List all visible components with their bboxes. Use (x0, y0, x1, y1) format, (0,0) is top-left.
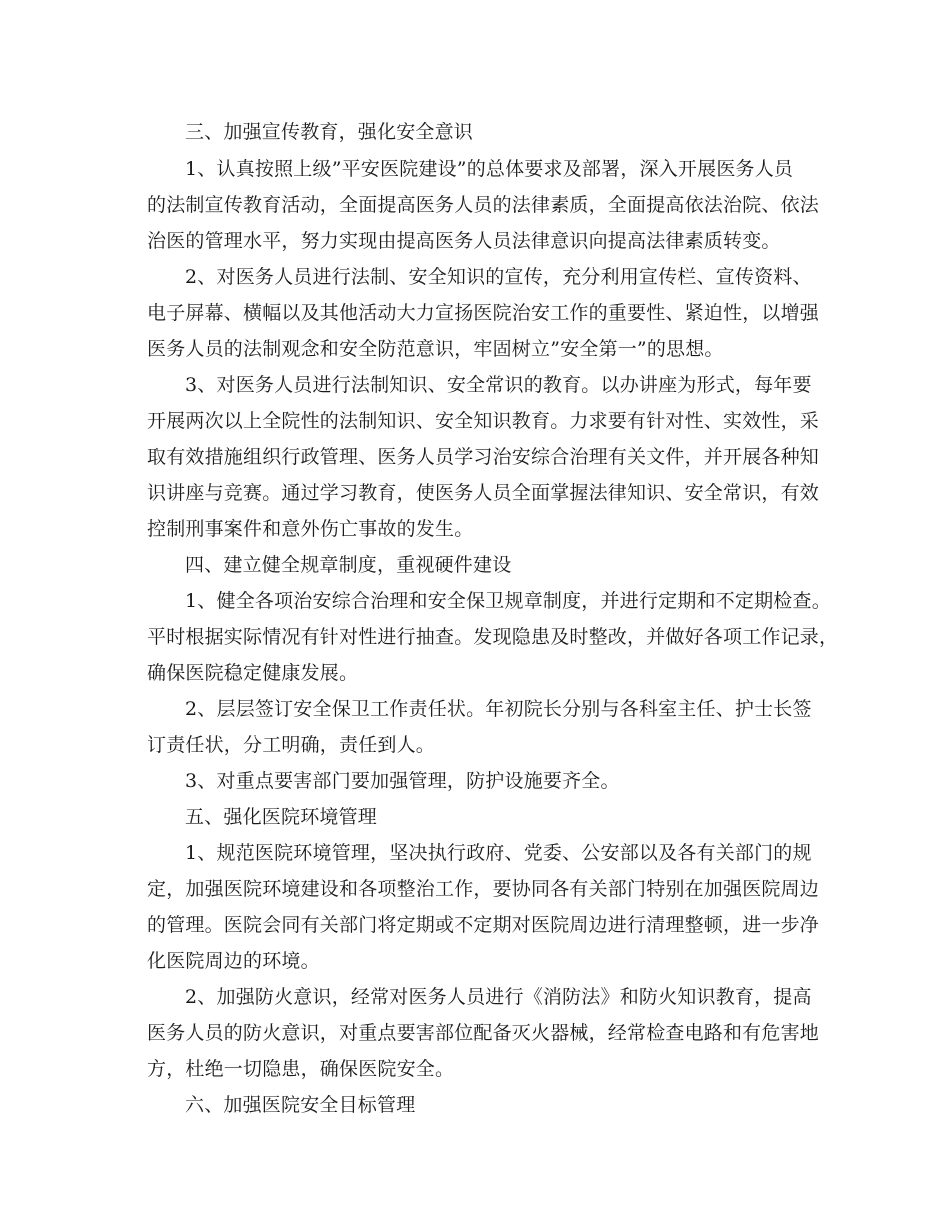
paragraph-line: 平时根据实际情况有针对性进行抽查。发现隐患及时整改，并做好各项工作记录， (147, 626, 839, 648)
paragraph-line: 1、认真按照上级”平安医院建设”的总体要求及部署，深入开展医务人员 (185, 158, 794, 180)
paragraph-line: 确保医院稳定健康发展。 (147, 662, 359, 684)
section-heading-3: 三、加强宣传教育，强化安全意识 (185, 121, 474, 143)
paragraph-line: 开展两次以上全院性的法制知识、安全知识教育。力求要有针对性、实效性，采 (147, 410, 820, 432)
paragraph-line: 2、加强防火意识，经常对医务人员进行《消防法》和防火知识教育，提高 (185, 986, 812, 1008)
paragraph-line: 医务人员的法制观念和安全防范意识，牢固树立”安全第一”的思想。 (147, 338, 724, 360)
paragraph-line: 1、规范医院环境管理，坚决执行政府、党委、公安部以及各有关部门的规 (185, 842, 812, 864)
paragraph-line: 识讲座与竞赛。通过学习教育，使医务人员全面掌握法律知识、安全常识，有效 (147, 482, 820, 504)
paragraph-line: 方，杜绝一切隐患，确保医院安全。 (147, 1058, 455, 1080)
paragraph-line: 定，加强医院环境建设和各项整治工作，要协同各有关部门特别在加强医院周边 (147, 878, 820, 900)
paragraph-line: 取有效措施组织行政管理、医务人员学习治安综合治理有关文件，并开展各种知 (147, 446, 820, 468)
section-heading-6: 六、加强医院安全目标管理 (185, 1094, 416, 1116)
paragraph-line: 订责任状，分工明确，责任到人。 (147, 734, 436, 756)
paragraph-line: 医务人员的防火意识，对重点要害部位配备灭火器械，经常检查电路和有危害地 (147, 1022, 820, 1044)
paragraph-line: 1、健全各项治安综合治理和安全保卫规章制度，并进行定期和不定期检查。 (185, 590, 831, 612)
paragraph-line: 2、对医务人员进行法制、安全知识的宣传，充分利用宣传栏、宣传资料、 (185, 266, 812, 288)
paragraph-line: 化医院周边的环境。 (147, 950, 320, 972)
paragraph-line: 治医的管理水平，努力实现由提高医务人员法律意识向提高法律素质转变。 (147, 230, 781, 252)
paragraph-line: 2、层层签订安全保卫工作责任状。年初院长分别与各科室主任、护士长签 (185, 698, 812, 720)
paragraph-line: 3、对重点要害部门要加强管理，防护设施要齐全。 (185, 770, 620, 792)
paragraph-line: 3、对医务人员进行法制知识、安全常识的教育。以办讲座为形式，每年要 (185, 374, 812, 396)
paragraph-line: 的管理。医院会同有关部门将定期或不定期对医院周边进行清理整顿，进一步净 (147, 914, 820, 936)
paragraph-line: 电子屏幕、横幅以及其他活动大力宣扬医院治安工作的重要性、紧迫性，以增强 (147, 302, 820, 324)
section-heading-5: 五、强化医院环境管理 (185, 806, 378, 828)
paragraph-line: 的法制宣传教育活动，全面提高医务人员的法律素质，全面提高依法治院、依法 (147, 194, 820, 216)
section-heading-4: 四、建立健全规章制度，重视硬件建设 (185, 554, 512, 576)
paragraph-line: 控制刑事案件和意外伤亡事故的发生。 (147, 518, 474, 540)
